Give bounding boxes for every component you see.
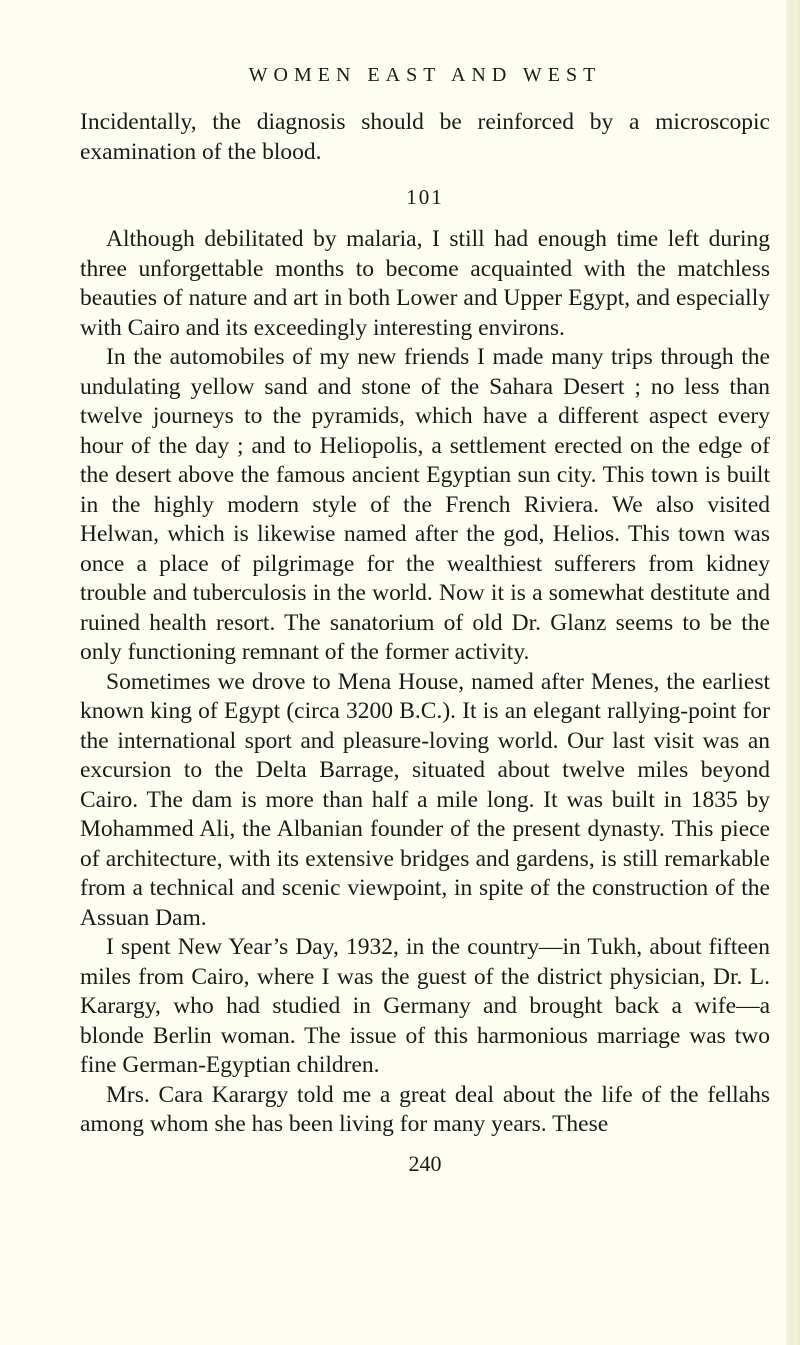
paragraph: I spent New Year’s Day, 1932, in the country—in Tukh, about fifteen miles from Cairo, where I was the guest of the district physician, Dr. L. Karargy, who had studied in Germany and brought back a wife—a blonde Berlin woman. The issue of this harmonious marriage was two fine German-Egyptian children.: [80, 934, 770, 1078]
paragraph-intro: Incidentally, the diagnosis should be reinforced by a microscopic examination of the blood.: [80, 109, 770, 165]
running-head: WOMEN EAST AND WEST: [248, 64, 602, 86]
paragraph: Mrs. Cara Karargy told me a great deal about the life of the fellahs among whom she has been living for many years. These: [80, 1081, 770, 1137]
paragraph: Although debilitated by malaria, I still had enough time left during three unforgettable months to become acquainted with the matchless beauties of nature and art in both Lower and Upper Egypt, and especially with Cairo and its exceedingly interesting environs.: [80, 226, 770, 341]
book-page: [80, 60, 770, 1178]
paragraph: Sometimes we drove to Mena House, named after Menes, the earliest known king of Egypt (circa 3200 B.C.). It is an elegant rallying-point for the international sport and pleasure-loving world. Our last visit was an excursion to the Delta Barrage, situated about twelve miles beyond Cairo. The dam is more than half a mile long. It was built in 1835 by Mohammed Ali, the Albanian founder of the present dynasty. This piece of architecture, with its extensive bridges and gardens, is still remarkable from a technical and scenic viewpoint, in spite of the construction of the Assuan Dam.: [80, 668, 770, 931]
paragraph: In the automobiles of my new friends I made many trips through the undulating yellow sand and stone of the Sahara Desert ; no less than twelve journeys to the pyramids, which have a different aspect every hour of the day ; and to Heliopolis, a settlement erected on the edge of the desert above the famous ancient Egyptian sun city. This town is built in the highly modern style of the French Riviera. We also visited Helwan, which is likewise named after the god, Helios. This town was once a place of pilgrimage for the wealthiest sufferers from kidney trouble and tuberculosis in the world. Now it is a somewhat destitute and ruined health resort. The sanatorium of old Dr. Glanz seems to be the only functioning remnant of the former activity.: [80, 344, 770, 665]
page-edge: [786, 0, 800, 1345]
section-number: 101: [406, 185, 444, 209]
page-number: 240: [408, 1150, 442, 1176]
